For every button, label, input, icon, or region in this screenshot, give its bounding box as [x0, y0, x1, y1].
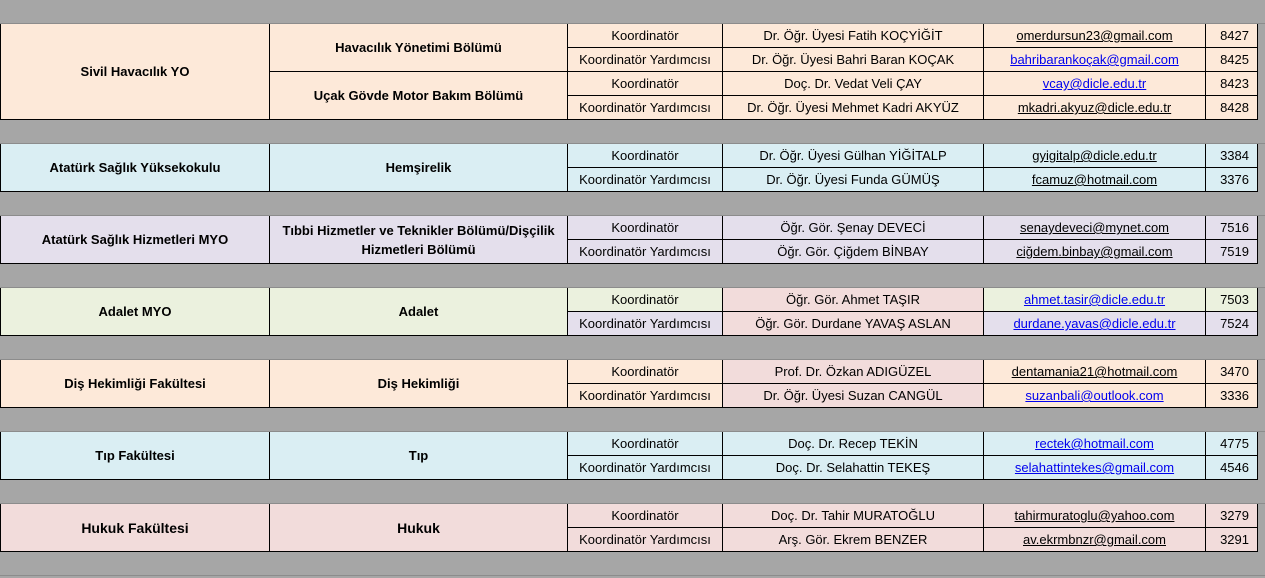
- phone-extension-cell-text: 7519: [1220, 244, 1249, 259]
- person-name-cell-text: Dr. Öğr. Üyesi Mehmet Kadri AKYÜZ: [747, 100, 959, 115]
- role-cell: [568, 144, 723, 168]
- person-name-cell: [723, 384, 984, 408]
- person-name-cell-text: Öğr. Gör. Durdane YAVAŞ ASLAN: [755, 316, 951, 331]
- separator-row: [0, 0, 1265, 24]
- phone-extension-cell-text: 8425: [1220, 52, 1249, 67]
- faculty-cell-text: Tıp Fakültesi: [95, 448, 175, 463]
- email-cell: [984, 216, 1206, 240]
- email-cell: [984, 360, 1206, 384]
- email-cell[interactable]: [984, 48, 1206, 72]
- email-link[interactable]: vcay@dicle.edu.tr: [1042, 76, 1147, 91]
- role-cell-text: Koordinatör: [611, 508, 679, 523]
- separator-row: [0, 264, 1265, 288]
- phone-extension-cell: [1206, 288, 1258, 312]
- email-cell[interactable]: [984, 432, 1206, 456]
- phone-extension-cell-text: 7503: [1220, 292, 1249, 307]
- email-cell[interactable]: [984, 312, 1206, 336]
- department-cell: [270, 432, 568, 480]
- phone-extension-cell-text: 8423: [1220, 76, 1249, 91]
- phone-extension-cell-text: 3291: [1220, 532, 1249, 547]
- email-cell: [984, 168, 1206, 192]
- phone-extension-cell: [1206, 240, 1258, 264]
- person-name-cell: [723, 288, 984, 312]
- role-cell: [568, 312, 723, 336]
- role-cell: [568, 360, 723, 384]
- role-cell: [568, 504, 723, 528]
- phone-extension-cell: [1206, 456, 1258, 480]
- faculty-cell-text: Hukuk Fakültesi: [81, 519, 189, 536]
- role-cell-text: Koordinatör Yardımcısı: [579, 100, 711, 115]
- role-cell-text: Koordinatör: [611, 364, 679, 379]
- role-cell-text: Koordinatör Yardımcısı: [579, 460, 711, 475]
- phone-extension-cell: [1206, 48, 1258, 72]
- role-cell: [568, 288, 723, 312]
- department-cell: [270, 24, 568, 72]
- email-cell-text: gyigitalp@dicle.edu.tr: [1032, 148, 1157, 163]
- email-cell[interactable]: [984, 72, 1206, 96]
- person-name-cell-text: Doç. Dr. Tahir MURATOĞLU: [771, 508, 935, 523]
- person-name-cell: [723, 432, 984, 456]
- separator-row: [0, 552, 1265, 576]
- separator-row: [0, 192, 1265, 216]
- person-name-cell-text: Öğr. Gör. Çiğdem BİNBAY: [777, 244, 929, 259]
- phone-extension-cell-text: 4775: [1220, 436, 1249, 451]
- person-name-cell-text: Dr. Öğr. Üyesi Suzan CANGÜL: [763, 388, 943, 403]
- separator-row: [0, 336, 1265, 360]
- faculty-cell-text: Atatürk Sağlık Yüksekokulu: [49, 160, 221, 175]
- email-cell: [984, 504, 1206, 528]
- role-cell: [568, 96, 723, 120]
- person-name-cell-text: Prof. Dr. Özkan ADIGÜZEL: [774, 364, 932, 379]
- role-cell: [568, 456, 723, 480]
- phone-extension-cell-text: 4546: [1220, 460, 1249, 475]
- person-name-cell-text: Doç. Dr. Vedat Veli ÇAY: [784, 76, 922, 91]
- email-cell: [984, 144, 1206, 168]
- faculty-cell: [0, 288, 270, 336]
- faculty-cell: [0, 144, 270, 192]
- email-cell-text: senaydeveci@mynet.com: [1019, 220, 1170, 235]
- phone-extension-cell-text: 7524: [1220, 316, 1249, 331]
- faculty-cell-text: Atatürk Sağlık Hizmetleri MYO: [41, 232, 229, 247]
- department-cell: [270, 144, 568, 192]
- role-cell: [568, 48, 723, 72]
- phone-extension-cell: [1206, 216, 1258, 240]
- department-cell-text: Havacılık Yönetimi Bölümü: [335, 40, 502, 55]
- email-cell-text: mkadri.akyuz@dicle.edu.tr: [1017, 100, 1172, 115]
- person-name-cell: [723, 456, 984, 480]
- role-cell-text: Koordinatör Yardımcısı: [579, 52, 711, 67]
- person-name-cell-text: Doç. Dr. Selahattin TEKEŞ: [775, 460, 931, 475]
- role-cell: [568, 240, 723, 264]
- role-cell-text: Koordinatör: [611, 436, 679, 451]
- faculty-cell-text: Sivil Havacılık YO: [80, 64, 190, 79]
- email-cell: [984, 96, 1206, 120]
- email-cell-text: tahirmuratoglu@yahoo.com: [1014, 508, 1175, 523]
- phone-extension-cell: [1206, 432, 1258, 456]
- role-cell-text: Koordinatör: [611, 292, 679, 307]
- person-name-cell: [723, 240, 984, 264]
- email-cell[interactable]: [984, 288, 1206, 312]
- phone-extension-cell-text: 7516: [1220, 220, 1249, 235]
- phone-extension-cell-text: 8427: [1220, 28, 1249, 43]
- faculty-cell: [0, 432, 270, 480]
- person-name-cell-text: Dr. Öğr. Üyesi Gülhan YİĞİTALP: [759, 148, 947, 163]
- faculty-cell: [0, 360, 270, 408]
- phone-extension-cell: [1206, 24, 1258, 48]
- person-name-cell: [723, 24, 984, 48]
- role-cell: [568, 432, 723, 456]
- email-cell: [984, 24, 1206, 48]
- department-cell: [270, 72, 568, 120]
- email-cell[interactable]: [984, 384, 1206, 408]
- email-link[interactable]: rectek@hotmail.com: [1035, 436, 1154, 451]
- faculty-cell-text: Adalet MYO: [98, 304, 172, 319]
- role-cell: [568, 72, 723, 96]
- separator-row: [0, 120, 1265, 144]
- department-cell-text: Tıp: [408, 448, 429, 463]
- person-name-cell-text: Dr. Öğr. Üyesi Funda GÜMÜŞ: [766, 172, 940, 187]
- department-cell: [270, 288, 568, 336]
- phone-extension-cell: [1206, 144, 1258, 168]
- role-cell: [568, 24, 723, 48]
- faculty-cell-text: Diş Hekimliği Fakültesi: [64, 376, 206, 391]
- phone-extension-cell: [1206, 72, 1258, 96]
- email-cell-text: omerdursun23@gmail.com: [1016, 28, 1173, 43]
- role-cell-text: Koordinatör: [611, 28, 679, 43]
- role-cell-text: Koordinatör Yardımcısı: [579, 316, 711, 331]
- email-link[interactable]: durdane.yavas@dicle.edu.tr: [1013, 316, 1176, 331]
- email-cell: [984, 240, 1206, 264]
- person-name-cell: [723, 168, 984, 192]
- role-cell-text: Koordinatör: [611, 76, 679, 91]
- phone-extension-cell: [1206, 528, 1258, 552]
- role-cell: [568, 216, 723, 240]
- person-name-cell: [723, 48, 984, 72]
- person-name-cell: [723, 504, 984, 528]
- person-name-cell-text: Öğr. Gör. Şenay DEVECİ: [780, 220, 926, 235]
- separator-row: [0, 408, 1265, 432]
- email-link[interactable]: selahattintekes@gmail.com: [1014, 460, 1175, 475]
- person-name-cell: [723, 96, 984, 120]
- phone-extension-cell: [1206, 384, 1258, 408]
- department-cell-text: Adalet: [398, 304, 439, 319]
- phone-extension-cell-text: 3336: [1220, 388, 1249, 403]
- department-cell: [270, 360, 568, 408]
- phone-extension-cell: [1206, 360, 1258, 384]
- email-cell-text: dentamania21@hotmail.com: [1011, 364, 1178, 379]
- person-name-cell-text: Dr. Öğr. Üyesi Bahri Baran KOÇAK: [751, 52, 955, 67]
- email-cell-text: av.ekrmbnzr@gmail.com: [1023, 532, 1166, 547]
- email-cell: [984, 528, 1206, 552]
- phone-extension-cell-text: 3384: [1220, 148, 1249, 163]
- department-cell-text: Hemşirelik: [385, 160, 452, 175]
- person-name-cell: [723, 312, 984, 336]
- role-cell-text: Koordinatör Yardımcısı: [579, 172, 711, 187]
- role-cell-text: Koordinatör Yardımcısı: [579, 244, 711, 259]
- person-name-cell-text: Dr. Öğr. Üyesi Fatih KOÇYİĞİT: [763, 28, 943, 43]
- faculty-cell: [0, 24, 270, 120]
- email-link[interactable]: suzanbali@outlook.com: [1025, 388, 1164, 403]
- email-link[interactable]: ahmet.tasir@dicle.edu.tr: [1023, 292, 1166, 307]
- email-cell-text: fcamuz@hotmail.com: [1031, 172, 1158, 187]
- phone-extension-cell-text: 8428: [1220, 100, 1249, 115]
- phone-extension-cell: [1206, 168, 1258, 192]
- email-cell[interactable]: [984, 456, 1206, 480]
- phone-extension-cell: [1206, 96, 1258, 120]
- email-link[interactable]: bahribarankoçak@gmail.com: [1010, 52, 1179, 67]
- role-cell: [568, 384, 723, 408]
- role-cell-text: Koordinatör: [611, 220, 679, 235]
- faculty-cell: [0, 216, 270, 264]
- department-cell: [270, 216, 568, 264]
- person-name-cell: [723, 528, 984, 552]
- role-cell: [568, 168, 723, 192]
- department-cell-text: Uçak Gövde Motor Bakım Bölümü: [313, 88, 524, 103]
- person-name-cell-text: Doç. Dr. Recep TEKİN: [788, 436, 918, 451]
- role-cell-text: Koordinatör: [611, 148, 679, 163]
- department-cell-text: Diş Hekimliği: [377, 376, 460, 391]
- department-cell-text: Hukuk: [397, 519, 440, 536]
- separator-row: [0, 480, 1265, 504]
- role-cell-text: Koordinatör Yardımcısı: [579, 388, 711, 403]
- person-name-cell: [723, 360, 984, 384]
- phone-extension-cell-text: 3470: [1220, 364, 1249, 379]
- person-name-cell: [723, 216, 984, 240]
- role-cell-text: Koordinatör Yardımcısı: [579, 532, 711, 547]
- faculty-cell: [0, 504, 270, 552]
- person-name-cell-text: Öğr. Gör. Ahmet TAŞIR: [786, 292, 920, 307]
- person-name-cell-text: Arş. Gör. Ekrem BENZER: [778, 532, 928, 547]
- department-cell-text: Tıbbi Hizmetler ve Teknikler Bölümü/Dişçilik Hizmetleri Bölümü: [282, 222, 555, 257]
- person-name-cell: [723, 144, 984, 168]
- phone-extension-cell-text: 3279: [1220, 508, 1249, 523]
- phone-extension-cell: [1206, 312, 1258, 336]
- role-cell: [568, 528, 723, 552]
- department-cell: [270, 504, 568, 552]
- phone-extension-cell: [1206, 504, 1258, 528]
- phone-extension-cell-text: 3376: [1220, 172, 1249, 187]
- email-cell-text: ciğdem.binbay@gmail.com: [1016, 244, 1173, 259]
- person-name-cell: [723, 72, 984, 96]
